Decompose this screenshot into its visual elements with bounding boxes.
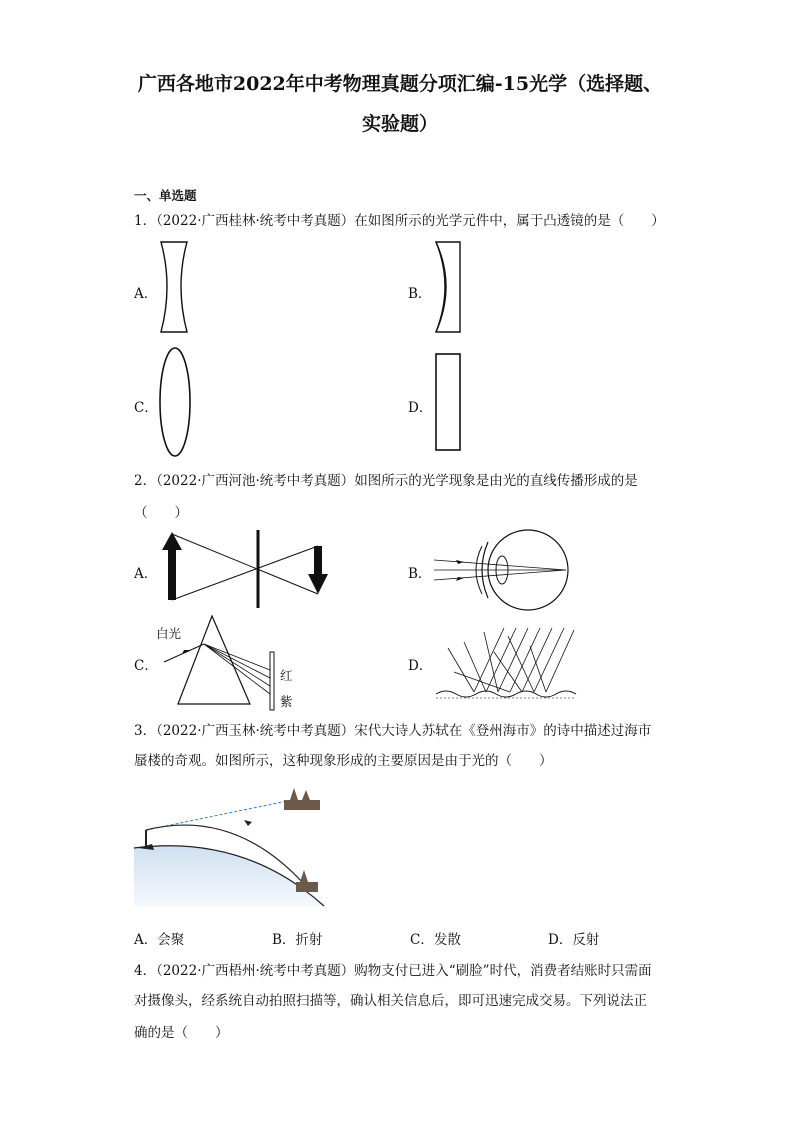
concave-lens-figure [155,238,195,338]
question-4-text-line2: 对摄像头，经系统自动拍照扫描等，确认相关信息后，即可迅速完成交易。下列说法正 [134,993,647,1009]
mirage-figure [134,786,334,910]
q3-choice-c[interactable]: C．发散 [410,932,461,948]
glass-slab-figure [434,352,464,452]
prism-label-purple: 紫 [280,694,293,709]
real-building [296,870,318,892]
q1-option-b-label: B． [408,286,432,302]
prism-dispersion-figure [160,612,300,712]
question-3-text-line2: 蜃楼的奇观。如图所示，这种现象形成的主要原因是由于光的（ ） [134,753,553,769]
q1-option-d-label: D． [408,400,433,416]
title-line-1: 广西各地市2022年中考物理真题分项汇编-15光学（选择题、 [137,73,663,95]
q2-option-a-label: A． [134,566,158,582]
diffuse-reflection-figure [434,622,584,702]
q2-option-c-label: C． [134,658,158,674]
question-2-text-line1: 2．（2022·广西河池·统考中考真题）如图所示的光学现象是由光的直线传播形成的是 [134,473,638,489]
q3-choice-d[interactable]: D．反射 [548,932,600,948]
q3-choice-b[interactable]: B．折射 [272,932,323,948]
mirage-image-building [284,788,320,810]
prism-label-red: 红 [280,668,293,683]
question-3-text-line1: 3．（2022·广西玉林·统考中考真题）宋代大诗人苏轼在《登州海市》的诗中描述过海市 [134,723,652,739]
meniscus-lens-figure [430,238,470,338]
section-heading: 一、单选题 [134,188,197,203]
q3-choices [134,928,694,948]
question-1-text: 1．（2022·广西桂林·统考中考真题）在如图所示的光学元件中，属于凸透镜的是（ ） [134,213,665,229]
q2-option-b-label: B． [408,566,432,582]
q1-option-a-label: A． [134,286,158,302]
question-4-text-line1: 4．（2022·广西梧州·统考中考真题）购物支付已进入“刷脸”时代，消费者结账时只需面 [134,963,652,979]
q2-option-d-label: D． [408,658,433,674]
prism-label-white: 白光 [156,626,182,641]
pinhole-camera-figure [158,528,338,612]
page-title [110,64,690,144]
question-4-text-line3: 确的是（ ） [134,1025,229,1041]
convex-lens-figure [157,346,193,458]
title-line-2: 实验题） [361,113,438,135]
q3-choice-a[interactable]: A．会聚 [134,932,185,948]
q1-option-c-label: C． [134,400,158,416]
question-2-text-line2: （ ） [134,505,188,521]
eye-lens-figure [430,526,580,612]
